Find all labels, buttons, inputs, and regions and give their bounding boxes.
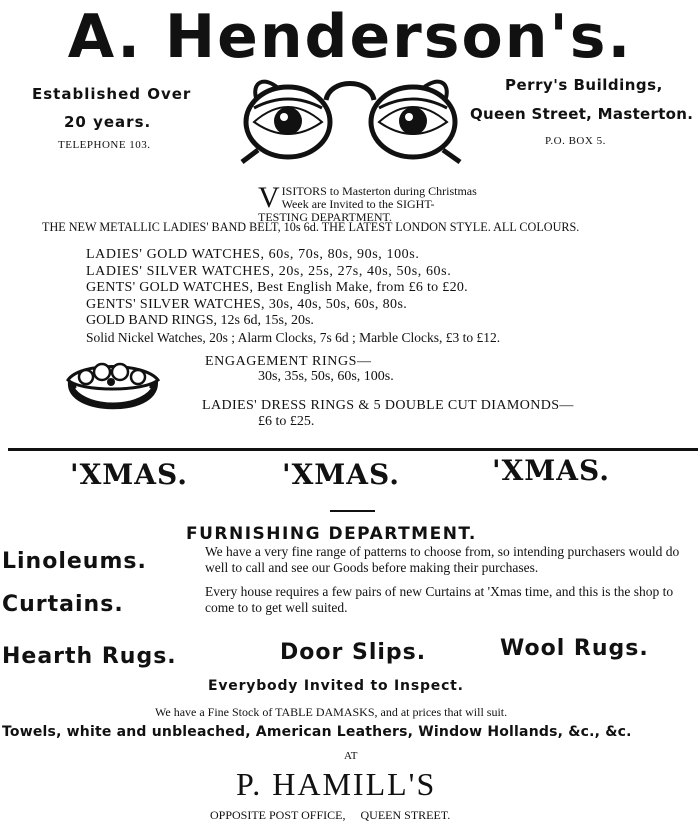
- list-item: LADIES' GOLD WATCHES, 60s, 70s, 80s, 90s, 100s.: [86, 247, 420, 262]
- damask-text: We have a Fine Stock of TABLE DAMASKS, and at prices that will suit.: [155, 705, 508, 719]
- years-text: 20 years.: [64, 113, 152, 131]
- section-divider: [8, 448, 698, 451]
- at-text: AT: [344, 750, 358, 762]
- wool-rugs-label: Wool Rugs.: [500, 636, 649, 661]
- xmas-label: 'XMAS.: [70, 458, 188, 491]
- watches-list: [86, 247, 500, 346]
- list-item: Solid Nickel Watches, 20s ; Alarm Clocks, 7s 6d ; Marble Clocks, £3 to £12.: [86, 329, 501, 345]
- invite-text: Everybody Invited to Inspect.: [208, 678, 464, 694]
- curtains-text: Every house requires a few pairs of new Curtains at 'Xmas time, and this is the shop to come to to get well suited.: [205, 584, 674, 615]
- visitors-line-3: TESTING DEPARTMENT.: [258, 210, 392, 224]
- perrys-buildings-text: Perry's Buildings,: [505, 76, 663, 94]
- telephone-text: TELEPHONE 103.: [58, 139, 151, 151]
- hearth-rugs-label: Hearth Rugs.: [2, 644, 177, 669]
- ring-icon: [60, 352, 165, 422]
- po-box-text: P.O. BOX 5.: [545, 135, 606, 147]
- list-item: GENTS' GOLD WATCHES, Best English Make, from £6 to £20.: [86, 280, 468, 295]
- xmas-label: 'XMAS.: [492, 454, 610, 487]
- shop-title: A. Henderson's.: [67, 2, 633, 72]
- dress-rings-prices: £6 to £25.: [258, 414, 315, 429]
- visitors-notice: [258, 181, 518, 214]
- list-item: LADIES' SILVER WATCHES, 20s, 25s, 27s, 40s, 50s, 60s.: [86, 263, 452, 279]
- queen-street-text: Queen Street, Masterton.: [470, 105, 694, 123]
- linoleums-text: We have a very fine range of patterns to choose from, so intending purchasers would do well to call and see our Goods before making their purchases.: [205, 544, 680, 575]
- visitors-line-1: ISITORS to Masterton during Christmas: [281, 184, 477, 198]
- belt-line: THE NEW METALLIC LADIES' BAND BELT, 10s 6d. THE LATEST LONDON STYLE. ALL COLOURS.: [42, 220, 580, 234]
- hamills-address: OPPOSITE POST OFFICE, QUEEN STREET.: [210, 808, 451, 822]
- list-item: GENTS' SILVER WATCHES, 30s, 40s, 50s, 60s, 80s.: [86, 296, 408, 312]
- linoleums-label: Linoleums.: [2, 549, 147, 574]
- curtains-label: Curtains.: [2, 592, 124, 617]
- xmas-label: 'XMAS.: [282, 458, 400, 491]
- engagement-rings-prices: 30s, 35s, 50s, 60s, 100s.: [258, 369, 394, 384]
- hamills-name: P. HAMILL'S: [236, 766, 437, 802]
- visitors-line-2: Week are Invited to the SIGHT-: [281, 196, 435, 211]
- door-slips-label: Door Slips.: [280, 640, 427, 665]
- established-text: Established Over: [32, 85, 192, 103]
- engagement-rings-label: ENGAGEMENT RINGS—: [205, 354, 372, 369]
- furnishing-heading: FURNISHING DEPARTMENT.: [186, 524, 477, 544]
- towels-text: Towels, white and unbleached, American Leathers, Window Hollands, &c., &c.: [2, 724, 632, 740]
- dress-rings-label: LADIES' DRESS RINGS & 5 DOUBLE CUT DIAMONDS—: [202, 398, 574, 413]
- short-divider: [330, 510, 375, 512]
- list-item: GOLD BAND RINGS, 12s 6d, 15s, 20s.: [86, 313, 314, 328]
- drop-cap: V: [258, 181, 280, 214]
- spectacles-icon: [238, 70, 463, 168]
